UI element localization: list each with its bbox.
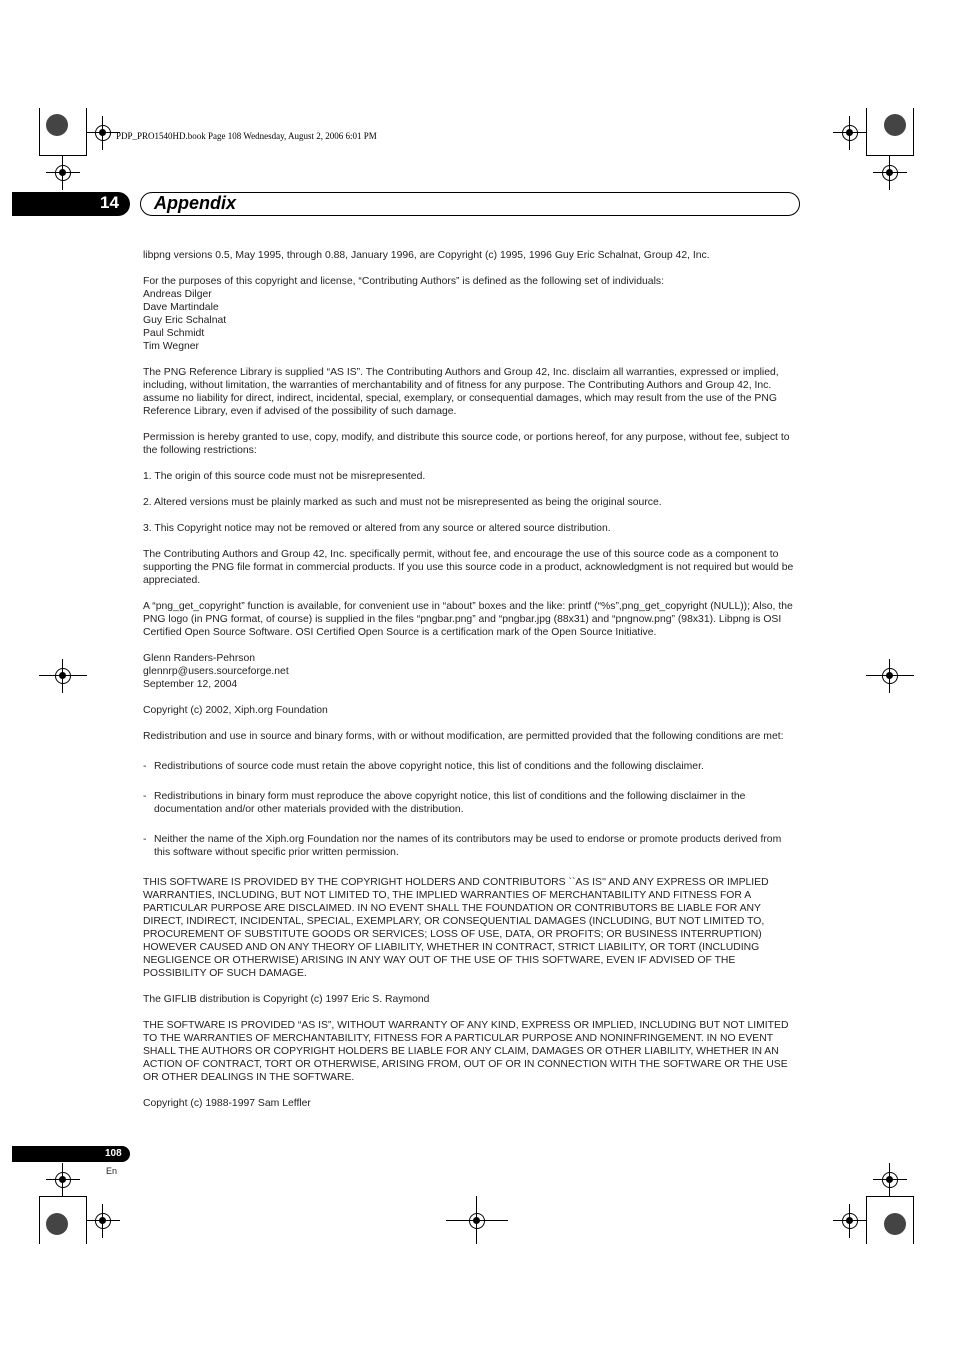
registration-mark-icon bbox=[873, 1163, 907, 1197]
page-title: Appendix bbox=[154, 193, 237, 213]
body-text bbox=[143, 249, 799, 1123]
crop-line bbox=[39, 1196, 87, 1197]
color-target-icon bbox=[884, 114, 906, 136]
list-item bbox=[143, 833, 799, 859]
paragraph: Permission is hereby granted to use, copy, modify, and distribute this source code, or portions hereof, for any purpose, without fee, subject to the following restrictions: bbox=[143, 432, 790, 456]
crop-line bbox=[446, 1220, 508, 1221]
paragraph: The GIFLIB distribution is Copyright (c) 1997 Eric S. Raymond bbox=[143, 994, 430, 1005]
page-number: 108 bbox=[105, 1148, 122, 1159]
crop-line bbox=[39, 108, 40, 156]
page-language: En bbox=[106, 1166, 118, 1176]
registration-mark-icon bbox=[86, 116, 120, 150]
registration-mark-icon bbox=[46, 156, 80, 190]
crop-line bbox=[476, 1196, 477, 1244]
color-target-icon bbox=[46, 1213, 68, 1235]
list-item bbox=[143, 760, 799, 773]
list-item-text: Redistributions in binary form must reproduce the above copyright notice, this list of conditions and the following disclaimer in the documentation and/or other materials provided with the distribution. bbox=[154, 791, 746, 815]
list-item-text: Neither the name of the Xiph.org Foundation nor the names of its contributors may be used to endorse or promote products derived from this software without specific prior written permission. bbox=[154, 834, 782, 858]
paragraph: 3. This Copyright notice may not be removed or altered from any source or altered source distribution. bbox=[143, 523, 611, 534]
registration-mark-icon bbox=[833, 116, 867, 150]
list-item bbox=[143, 790, 799, 816]
registration-mark-icon bbox=[46, 1163, 80, 1197]
paragraph: THIS SOFTWARE IS PROVIDED BY THE COPYRIGHT HOLDERS AND CONTRIBUTORS ``AS IS'' AND ANY EXPRESS OR IMPLIED WARRANTIES, INCLUDING, BUT NOT LIMITED TO, THE IMPLIED WARRANTIES OF MERCHANTABILITY AND FITNESS FOR A PARTICULAR PURPOSE ARE DISCLAIMED. IN NO EVENT SHALL THE FOUNDATION OR CONTRIBUTORS BE LIABLE FOR ANY DIRECT, INDIRECT, INCIDENTAL, SPECIAL, EXEMPLARY, OR CONSEQUENTIAL DAMAGES (INCLUDING, BUT NOT LIMITED TO, PROCUREMENT OF SUBSTITUTE GOODS OR SERVICES; LOSS OF USE, DATA, OR PROFITS; OR BUSINESS INTERRUPTION) HOWEVER CAUSED AND ON ANY THEORY OF LIABILITY, WHETHER IN CONTRACT, STRICT LIABILITY, OR TORT (INCLUDING NEGLIGENCE OR OTHERWISE) ARISING IN ANY WAY OUT OF THE USE OF THIS SOFTWARE, EVEN IF ADVISED OF THE POSSIBILITY OF SUCH DAMAGE. bbox=[143, 877, 769, 979]
paragraph: The Contributing Authors and Group 42, Inc. specifically permit, without fee, and encourage the use of this source code as a component to supporting the PNG file format in commercial products. If you use this source code in a product, acknowledgment is not required but would be appreciated. bbox=[143, 549, 794, 586]
paragraph: Glenn Randers-Pehrson glennrp@users.sourceforge.net September 12, 2004 bbox=[143, 653, 289, 690]
crop-line bbox=[39, 675, 87, 676]
crop-line bbox=[866, 675, 914, 676]
paragraph: The PNG Reference Library is supplied “AS IS”. The Contributing Authors and Group 42, Inc. disclaim all warranties, expressed or implied, including, without limitation, the warranties of merchantability and of fitness for any purpose. The Contributing Authors and Group 42, Inc. assume no liability for direct, indirect, incidental, special, exemplary, or consequential damages, which may result from the use of the PNG Reference Library, even if advised of the possibility of such damage. bbox=[143, 367, 779, 417]
crop-line bbox=[39, 1196, 40, 1244]
file-info: PDP_PRO1540HD.book Page 108 Wednesday, August 2, 2006 6:01 PM bbox=[116, 131, 377, 141]
color-target-icon bbox=[884, 1213, 906, 1235]
paragraph: 2. Altered versions must be plainly marked as such and must not be misrepresented as being the original source. bbox=[143, 497, 662, 508]
list-item-text: Redistributions of source code must retain the above copyright notice, this list of conditions and the following disclaimer. bbox=[154, 761, 704, 772]
paragraph: THE SOFTWARE IS PROVIDED “AS IS”, WITHOUT WARRANTY OF ANY KIND, EXPRESS OR IMPLIED, INCLUDING BUT NOT LIMITED TO THE WARRANTIES OF MERCHANTABILITY, FITNESS FOR A PARTICULAR PURPOSE AND NONINFRINGEMENT. IN NO EVENT SHALL THE AUTHORS OR COPYRIGHT HOLDERS BE LIABLE FOR ANY CLAIM, DAMAGES OR OTHER LIABILITY, WHETHER IN AN ACTION OF CONTRACT, TORT OR OTHERWISE, ARISING FROM, OUT OF OR IN CONNECTION WITH THE SOFTWARE OR THE USE OR OTHER DEALINGS IN THE SOFTWARE. bbox=[143, 1020, 789, 1083]
paragraph: libpng versions 0.5, May 1995, through 0.88, January 1996, are Copyright (c) 1995, 1996 Guy Eric Schalnat, Group 42, Inc. bbox=[143, 250, 710, 261]
chapter-number: 14 bbox=[100, 193, 119, 212]
registration-mark-icon bbox=[833, 1204, 867, 1238]
registration-mark-icon bbox=[873, 156, 907, 190]
registration-mark-icon bbox=[46, 659, 80, 693]
header-bar bbox=[140, 192, 800, 216]
paragraph: A “png_get_copyright” function is available, for convenient use in “about” boxes and the like: printf (“%s”,png_get_copyright (NULL)); Also, the PNG logo (in PNG format, of course) is supplied in the files “pngbar.png” and “pngbar.jpg (88x31) and “pngnow.png” (98x31). Libpng is OSI Certified Open Source Software. OSI Certified Open Source is a certification mark of the Open Source Initiative. bbox=[143, 601, 793, 638]
bullet-dash: - bbox=[143, 834, 147, 845]
registration-mark-icon bbox=[86, 1204, 120, 1238]
paragraph: Copyright (c) 2002, Xiph.org Foundation bbox=[143, 705, 328, 716]
paragraph: 1. The origin of this source code must not be misrepresented. bbox=[143, 471, 426, 482]
crop-line bbox=[913, 108, 914, 156]
color-target-icon bbox=[46, 114, 68, 136]
bullet-dash: - bbox=[143, 791, 147, 802]
bullet-dash: - bbox=[143, 761, 147, 772]
paragraph: Copyright (c) 1988-1997 Sam Leffler bbox=[143, 1098, 311, 1109]
registration-mark-icon bbox=[460, 1204, 494, 1238]
paragraph: For the purposes of this copyright and license, “Contributing Authors” is defined as the following set of individuals: Andreas Dilger Dave Martindale Guy Eric Schalnat Paul Schmidt Tim Wegner bbox=[143, 276, 664, 352]
registration-mark-icon bbox=[873, 659, 907, 693]
crop-line bbox=[866, 1196, 914, 1197]
paragraph: Redistribution and use in source and binary forms, with or without modification, are permitted provided that the following conditions are met: bbox=[143, 731, 784, 742]
crop-line bbox=[913, 1196, 914, 1244]
